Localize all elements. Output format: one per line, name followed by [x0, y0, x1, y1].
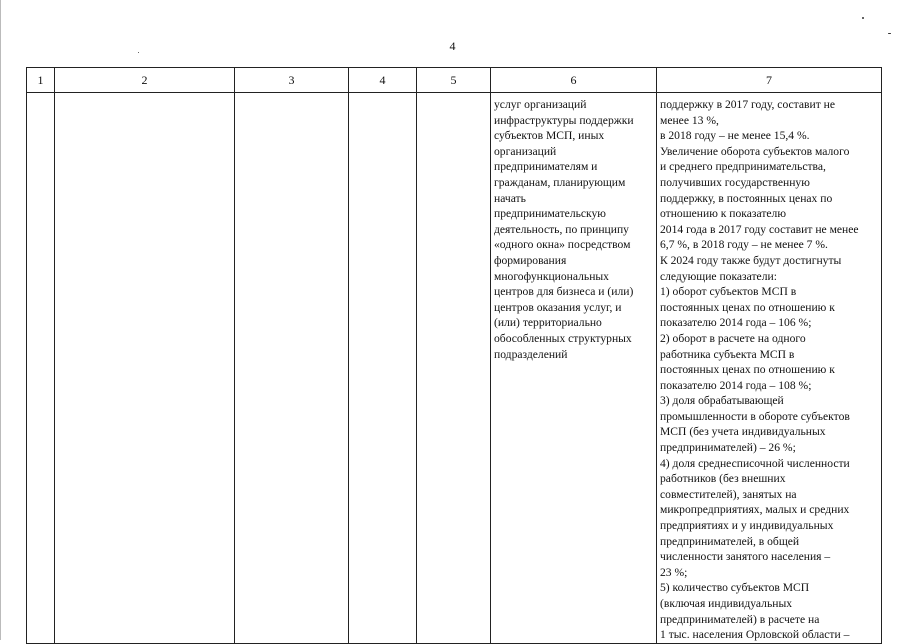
- cell-col-4: [349, 93, 417, 644]
- scan-speck: [138, 52, 139, 53]
- document-table: [26, 67, 882, 644]
- header-col-6: 6: [491, 68, 657, 93]
- cell-col-5: [417, 93, 491, 644]
- cell-col-7-text: поддержку в 2017 году, составит не менее 13 %, в 2018 году – не менее 15,4 %. Увеличение оборота субъектов малого и среднего предпринимательства, получивших государственную поддержку, в постоянных ценах по отношению к показателю 2014 года в 2017 году составит не менее 6,7 %, в 2018 году – не менее 7 %. К 2024 году также будут достигнуты следующие показатели: 1) оборот субъектов МСП в постоянных ценах по отношению к показателю 2014 года – 106 %; 2) оборот в расчете на одного работника субъекта МСП в постоянных ценах по отношению к показателю 2014 года – 108 %; 3) доля обрабатывающей промышленности в обороте субъектов МСП (без учета индивидуальных предпринимателей) – 26 %; 4) доля среднесписочной численности работников (без внешних совместителей), занятых на микропредприятиях, малых и средних предприятиях и у индивидуальных предпринимателей, в общей численности занятого населения – 23 %; 5) количество субъектов МСП (включая индивидуальных предпринимателей) в расчете на 1 тыс. населения Орловской области –: [660, 98, 859, 642]
- header-col-1: 1: [27, 68, 55, 93]
- cell-col-6: [491, 93, 657, 644]
- cell-col-6-text: услуг организаций инфраструктуры поддержки субъектов МСП, иных организаций предпринимателям и гражданам, планирующим начать предпринимательскую деятельность, по принципу «одного окна» посредством формирования многофункциональных центров для бизнеса и (или) центров оказания услуг, и (или) территориально обособленных структурных подразделений: [494, 98, 634, 361]
- header-col-5: 5: [417, 68, 491, 93]
- cell-col-5-text: [417, 93, 490, 97]
- scan-edge: [0, 0, 1, 640]
- scan-speck: [888, 33, 891, 34]
- cell-col-2: [55, 93, 235, 644]
- cell-col-3-text: [235, 93, 348, 97]
- header-col-4: 4: [349, 68, 417, 93]
- page-number: 4: [449, 39, 456, 53]
- header-col-2: 2: [55, 68, 235, 93]
- table-header-row: [27, 68, 882, 93]
- cell-col-4-text: [349, 93, 416, 97]
- cell-col-3: [235, 93, 349, 644]
- cell-col-1: [27, 93, 55, 644]
- scan-speck: [862, 17, 864, 19]
- table-row: [27, 93, 882, 644]
- header-col-7: 7: [657, 68, 882, 93]
- cell-col-2-text: [55, 93, 234, 97]
- cell-col-1-text: [27, 93, 54, 97]
- cell-col-7: [657, 93, 882, 644]
- header-col-3: 3: [235, 68, 349, 93]
